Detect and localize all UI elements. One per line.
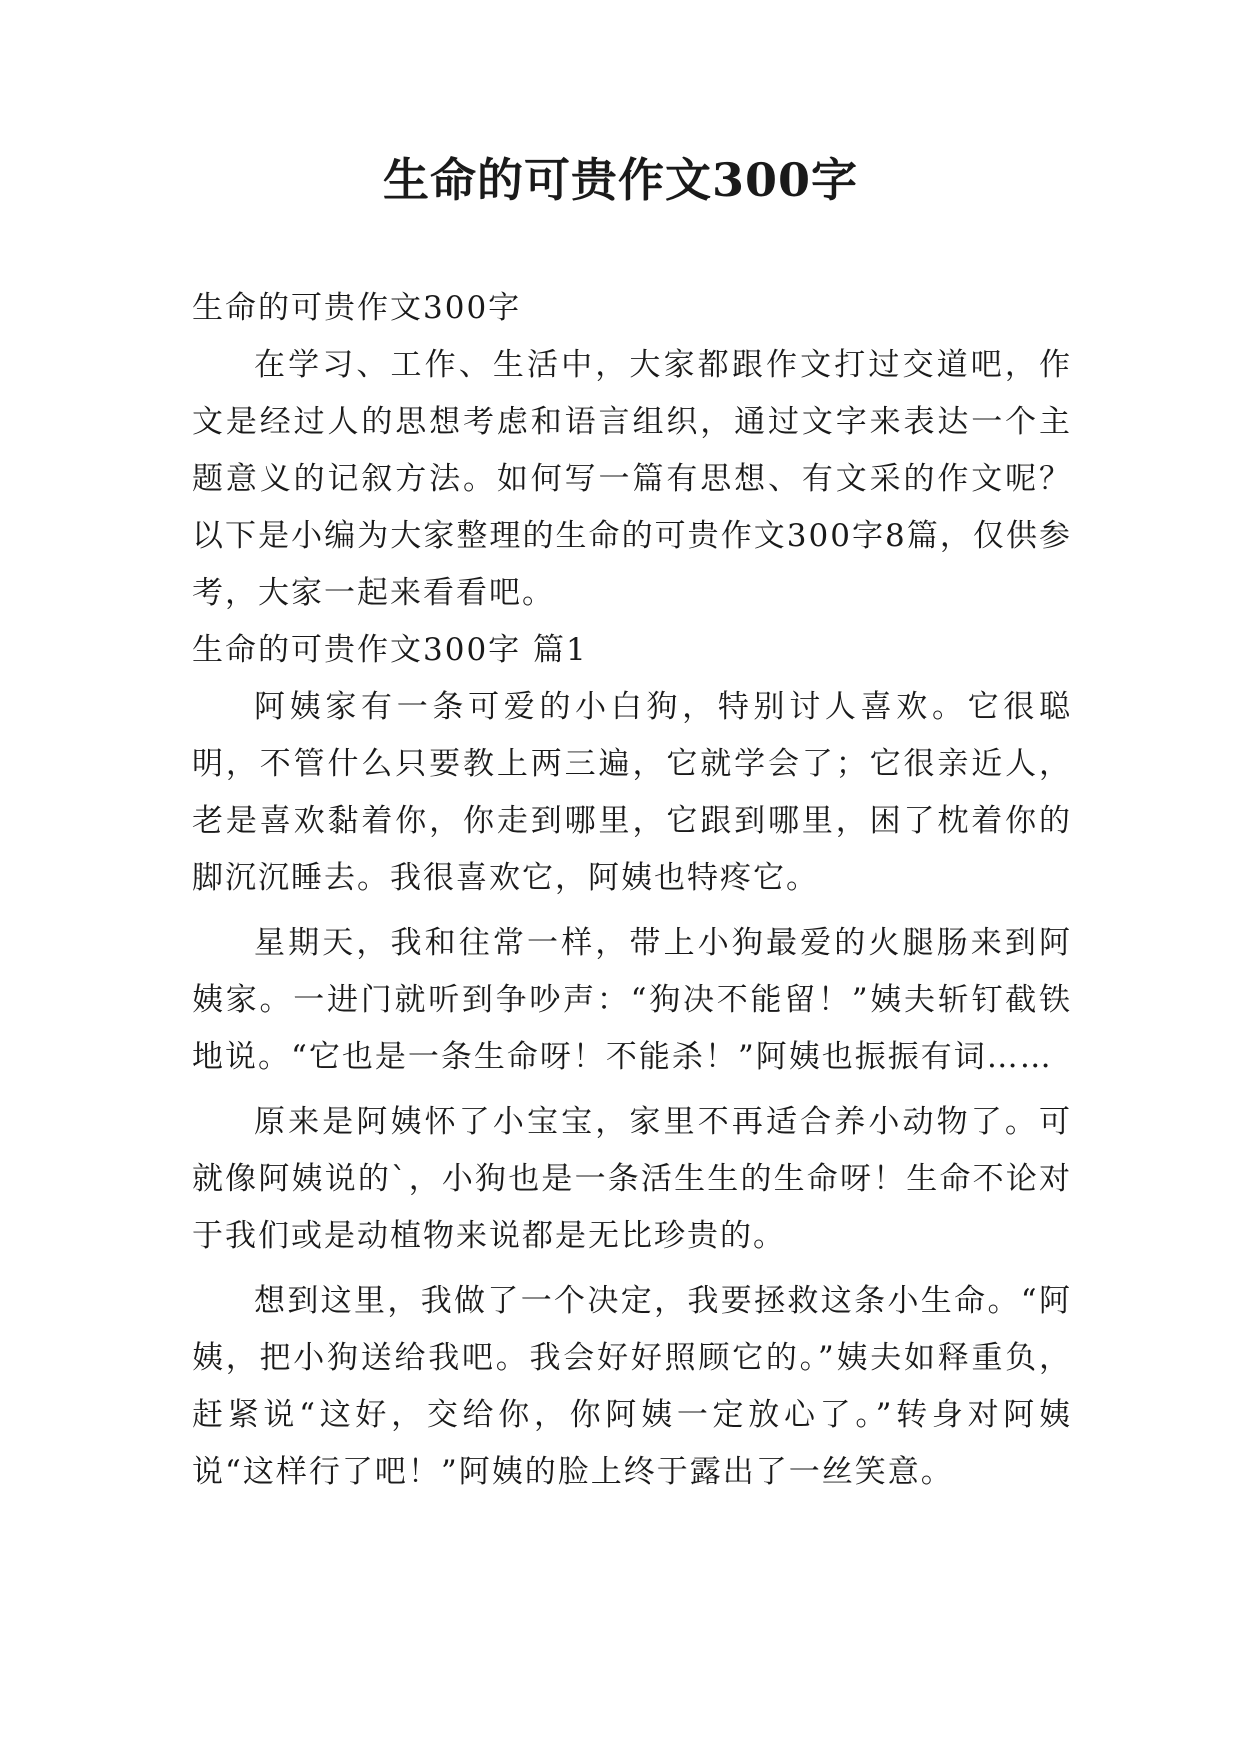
document-title: 生命的可贵作文300字 [382, 153, 859, 207]
body-paragraph: 星期天，我和往常一样，带上小狗最爱的火腿肠来到阿姨家。一进门就听到争吵声：“狗决不能留！”姨夫斩钉截铁地说。“它也是一条生命呀！不能杀！”阿姨也振振有词…… [192, 925, 1072, 1075]
body-paragraph: 阿姨家有一条可爱的小白狗，特别讨人喜欢。它很聪明，不管什么只要教上两三遍，它就学会了；它很亲近人，老是喜欢黏着你，你走到哪里，它跟到哪里，困了枕着你的脚沉沉睡去。我很喜欢它，阿姨也特疼它。 [192, 689, 1072, 896]
document-subtitle: 生命的可贵作文300字 [192, 290, 522, 326]
body-paragraph: 原来是阿姨怀了小宝宝，家里不再适合养小动物了。可就像阿姨说的`，小狗也是一条活生生的生命呀！生命不论对于我们或是动植物来说都是无比珍贵的。 [192, 1104, 1072, 1254]
document-body [192, 280, 1072, 1501]
section-heading: 生命的可贵作文300字 篇1 [192, 632, 588, 668]
body-paragraph: 想到这里，我做了一个决定，我要拯救这条小生命。“阿姨，把小狗送给我吧。我会好好照顾它的。”姨夫如释重负，赶紧说“这好，交给你，你阿姨一定放心了。”转身对阿姨说“这样行了吧！”阿姨的脸上终于露出了一丝笑意。 [192, 1283, 1072, 1490]
intro-paragraph: 在学习、工作、生活中，大家都跟作文打过交道吧，作文是经过人的思想考虑和语言组织，通过文字来表达一个主题意义的记叙方法。如何写一篇有思想、有文采的作文呢？以下是小编为大家整理的生命的可贵作文300字8篇，仅供参考，大家一起来看看吧。 [192, 347, 1072, 611]
